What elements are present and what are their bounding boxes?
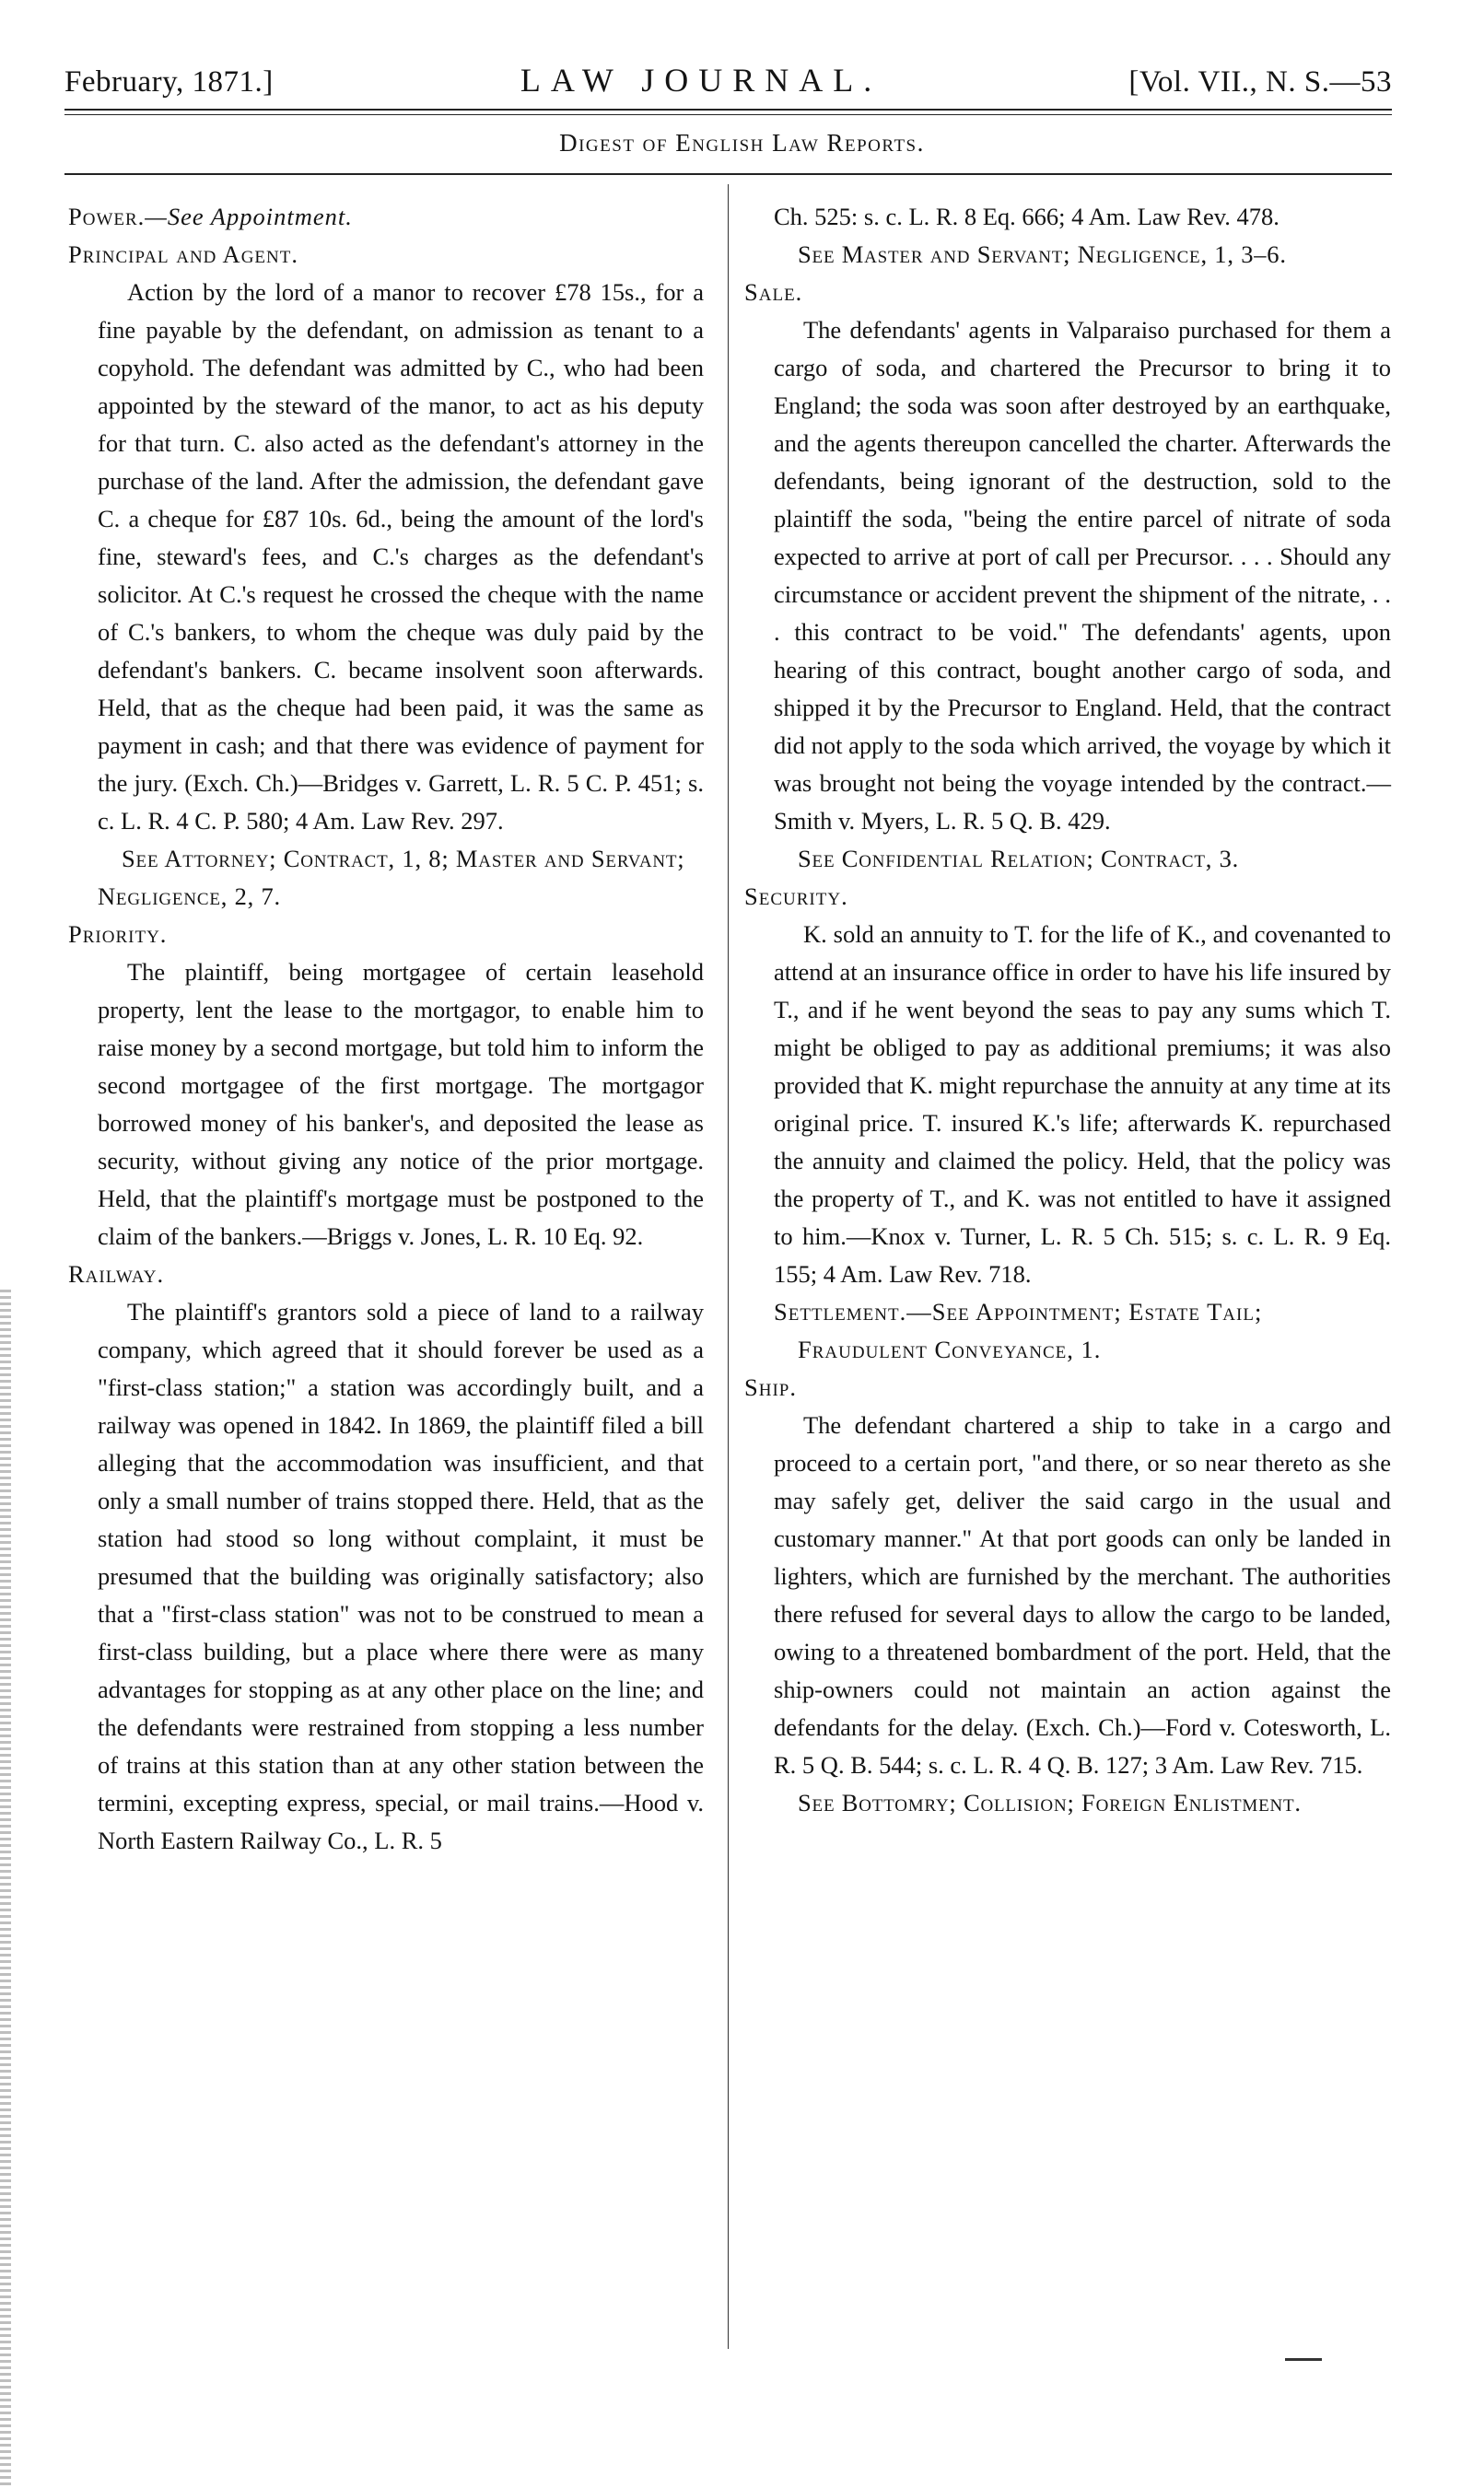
entry-head-security: Security. [744,882,848,910]
entry-text-principal-and-agent: Action by the lord of a manor to recover £78 15s., for a fine payable by the defendant, on admission as tenant to a copyhold. The defendant was admitted by C., who had been appointed by the steward of the manor, to act as his deputy for that turn. C. also acted as the defendant's attorney in the purchase of the land. After the admission, the defendant gave C. a cheque for £87 10s. 6d., being the amount of the lord's fine, steward's fees, and C.'s charges as the defendant's solicitor. At C.'s request he crossed the cheque with the name of C.'s bankers, to whom the cheque was duly paid by the defendant's bankers. C. became insolvent soon afterwards. Held, that as the cheque had been paid, it was the same as payment in cash; and that there was evidence of payment for the jury. (Exch. Ch.)—Bridges v. Garrett, L. R. 5 C. P. 451; s. c. L. R. 4 C. P. 580; 4 Am. Law Rev. 297. [98,278,704,835]
scan-edge-artifact [0,1290,11,2487]
header-rule [64,109,1392,111]
header-rule-thin [64,114,1392,115]
entry-head-ship: Ship. [744,1373,797,1401]
entry-text-railway-continued: Ch. 525: s. c. L. R. 8 Eq. 666; 4 Am. Law Rev. 478. [774,203,1280,230]
entry-text-priority: The plaintiff, being mortgagee of certain leasehold property, lent the lease to the mortgagor, to enable him to raise money by a second mortgage, but told him to inform the second mortgagee of the first mortgage. The mortgagor borrowed money of his banker's, and deposited the lease as security, without giving any notice of the prior mortgage. Held, that the plaintiff's mortgage must be postponed to the claim of the bankers.—Briggs v. Jones, L. R. 10 Eq. 92. [98,958,704,1250]
right-column [744,198,1391,1822]
entry-head-priority: Priority. [68,920,168,948]
see-reference: —See Appointment. [145,203,353,230]
entry-head-power [68,198,704,236]
column-divider [728,184,729,2349]
head-label: Power. [68,203,146,230]
entry-head-principal-and-agent: Principal and Agent. [68,240,298,268]
see-reference-railway: See Master and Servant; Negligence, 1, 3–6. [798,240,1287,268]
left-column [68,198,704,1860]
entry-head-settlement [744,1293,1391,1369]
see-reference-sale: See Confidential Relation; Contract, 3. [798,845,1240,872]
entry-text-ship: The defendant chartered a ship to take in a cargo and proceed to a certain port, "and there, or so near thereto as she may safely get, deliver the said cargo in the usual and customary manner." At that port goods can only be landed in lighters, which are furnished by the merchant. The authorities there refused for several days to allow the cargo to be landed, owing to a threatened bombardment of the port. Held, that the ship-owners could not maintain an action against the defendants for the delay. (Exch. Ch.)—Ford v. Cotesworth, L. R. 5 Q. B. 544; s. c. L. R. 4 Q. B. 127; 3 Am. Law Rev. 715. [774,1411,1391,1779]
running-header [64,44,1392,99]
entry-text-security: K. sold an annuity to T. for the life of K., and covenanted to attend at an insurance office in order to have his life insured by T., and if he went beyond the seas to pay any sums which T. might be obliged to pay as additional premiums; it was also provided that K. might repurchase the annuity at any time at its original price. T. insured K.'s life; afterwards K. repurchased the annuity and claimed the policy. Held, that the policy was the property of T., and K. was not entitled to have it assigned to him.—Knox v. Turner, L. R. 5 Ch. 515; s. c. L. R. 9 Eq. 155; 4 Am. Law Rev. 718. [774,920,1391,1288]
section-title: Digest of English Law Reports. [559,129,925,157]
section-rule [64,173,1392,175]
entry-text-railway: The plaintiff's grantors sold a piece of land to a railway company, which agreed that it should forever be used as a "first-class station;" a station was accordingly built, and a railway was opened in 1842. In 1869, the plaintiff filed a bill alleging that the accommodation was insufficient, and that only a small number of trains stopped there. Held, that as the station had stood so long without complaint, it must be presumed that the building was originally satisfactory; also that a "first-class station" was not to be construed to mean a first-class building, but a place where there were as many advantages for stopping as at any other place on the line; and the defendants were restrained from stopping a less number of trains at this station than at any other station between the termini, excepting express, special, or mail trains.—Hood v. North Eastern Railway Co., L. R. 5 [98,1298,704,1854]
journal-title: LAW JOURNAL. [520,62,882,99]
end-mark [1285,2358,1322,2361]
head-label: Settlement. [774,1298,907,1326]
see-reference-principal: See Attorney; Contract, 1, 8; Master and Servant; Negligence, 2, 7. [98,845,685,910]
see-reference-ship: See Bottomry; Collision; Foreign Enlistment. [798,1789,1302,1816]
header-date: February, 1871.] [64,65,274,99]
header-volume: [Vol. VII., N. S.—53 [1128,65,1392,99]
entry-head-railway: Railway. [68,1260,165,1288]
see-reference: —See Appointment; Estate Tail; Fraudulent Conveyance, 1. [798,1298,1263,1363]
entry-text-sale: The defendants' agents in Valparaiso purchased for them a cargo of soda, and chartered the Precursor to bring it to England; the soda was soon after destroyed by an earthquake, and the agents thereupon cancelled the charter. Afterwards the defendants, being ignorant of the destruction, sold to the plaintiff the soda, "being the entire parcel of nitrate of soda expected to arrive at port of call per Precursor. . . . Should any circumstance or accident prevent the shipment of the nitrate, . . . this contract to be void." The defendants' agents, upon hearing of this contract, bought another cargo of soda, and shipped it by the Precursor to England. Held, that the contract did not apply to the soda which arrived, the voyage by which it was brought not being the voyage intended by the contract.—Smith v. Myers, L. R. 5 Q. B. 429. [774,316,1391,835]
entry-head-sale: Sale. [744,278,803,306]
